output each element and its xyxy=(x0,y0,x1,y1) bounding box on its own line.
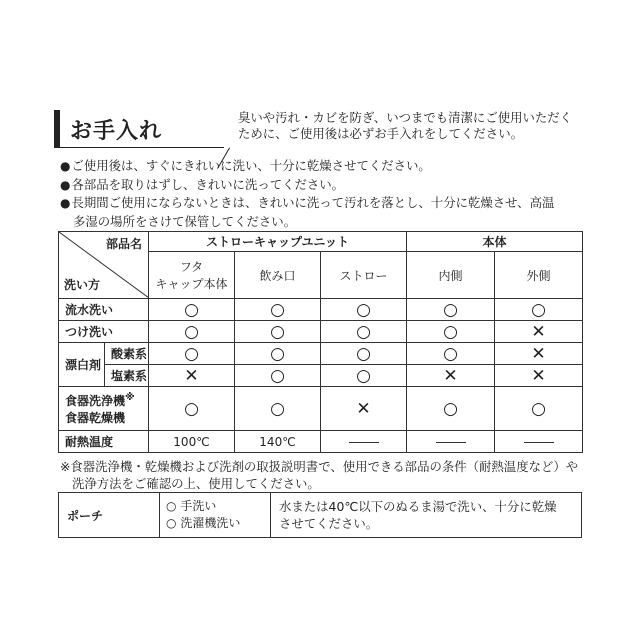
circle-mark-icon: ○ xyxy=(407,343,495,365)
table-row xyxy=(59,365,583,387)
circle-mark-icon: ○ xyxy=(235,387,321,431)
circle-mark-icon: ○ xyxy=(149,343,235,365)
bullet-text: 長期間ご使用にならないときは、きれいに洗って汚れを落とし、十分に乾燥させ、高温 xyxy=(71,195,555,210)
circle-mark-icon: ○ xyxy=(495,299,583,321)
pouch-options xyxy=(160,493,271,538)
col-header-straw: ストロー xyxy=(321,252,407,299)
list-item-continuation: 多湿の場所をさけて保管してください。 xyxy=(73,213,297,229)
pouch-desc-line-2: させてください。 xyxy=(279,516,379,531)
cross-mark-icon: ✕ xyxy=(495,343,583,365)
col-header-inner: 内側 xyxy=(407,252,495,299)
intro-line-2: ために、ご使用後は必ずお手入れをしてください。 xyxy=(238,126,523,141)
bullet-dot-icon: ● xyxy=(60,196,71,210)
bullet-text: 各部品を取りはずし、きれいに洗ってください。 xyxy=(71,176,345,192)
corner-parts-label: 部品名 xyxy=(105,237,142,251)
circle-mark-icon: ○ xyxy=(321,321,407,343)
pouch-option-hand xyxy=(166,498,270,515)
dash-mark xyxy=(349,442,379,443)
list-item xyxy=(60,194,600,213)
circle-mark-icon: ○ xyxy=(495,387,583,431)
circle-mark-icon: ○ xyxy=(321,365,407,387)
pouch-option-label: 洗濯機洗い xyxy=(180,516,241,530)
circle-mark-icon: ○ xyxy=(166,516,177,530)
table-row xyxy=(59,321,583,343)
bullet-dot-icon: ● xyxy=(60,177,71,192)
row-group-label-bleach: 漂白剤 xyxy=(59,343,105,387)
cross-mark-icon: ✕ xyxy=(407,365,495,387)
circle-mark-icon: ○ xyxy=(407,299,495,321)
page-title: お手入れ xyxy=(70,119,163,144)
table-row-heat xyxy=(59,431,583,453)
list-item xyxy=(60,157,600,176)
footnote-mark: ※ xyxy=(125,391,135,403)
group-header-body: 本体 xyxy=(407,232,583,252)
care-table xyxy=(58,231,583,453)
bullet-dot-icon: ● xyxy=(60,159,71,173)
row-label: 流水洗い xyxy=(59,299,149,321)
pouch-option-machine xyxy=(166,515,270,532)
col-header-lid xyxy=(149,252,235,299)
cross-mark-icon: ✕ xyxy=(321,387,407,431)
heat-outer xyxy=(495,431,583,453)
pouch-table xyxy=(58,492,582,538)
pouch-label: ポーチ xyxy=(59,493,160,538)
heat-lid: 100℃ xyxy=(149,431,235,453)
row-label: 塩素系 xyxy=(105,365,149,387)
bullet-text: ご使用後は、すぐにきれいに洗い、十分に乾燥させてください。 xyxy=(71,158,431,173)
cross-mark-icon: ✕ xyxy=(495,365,583,387)
pouch-desc-line-1: 水または40℃以下のぬるま湯で洗い、十分に乾燥 xyxy=(279,499,557,514)
row-label-dishwasher: 食器洗浄機 xyxy=(65,393,126,408)
circle-mark-icon: ○ xyxy=(166,499,177,513)
circle-mark-icon: ○ xyxy=(407,321,495,343)
footnote-line-1: ※食器洗浄機・乾燥機および洗剤の取扱説明書で、使用できる部品の条件（耐熱温度など）や xyxy=(60,459,579,474)
circle-mark-icon: ○ xyxy=(235,365,321,387)
row-label-dryer: 食器乾燥機 xyxy=(65,410,126,425)
heat-inner xyxy=(407,431,495,453)
table-row xyxy=(59,299,583,321)
intro-text xyxy=(238,110,588,142)
heat-mouthpiece: 140℃ xyxy=(235,431,321,453)
pouch-description xyxy=(271,493,582,538)
heat-straw xyxy=(321,431,407,453)
list-item xyxy=(60,176,600,195)
col-header-mouthpiece: 飲み口 xyxy=(235,252,321,299)
circle-mark-icon: ○ xyxy=(149,321,235,343)
title-frame xyxy=(54,110,224,148)
circle-mark-icon: ○ xyxy=(407,387,495,431)
col-header-lid-line2: キャップ本体 xyxy=(155,277,228,292)
care-instructions-list xyxy=(60,157,600,230)
circle-mark-icon: ○ xyxy=(321,299,407,321)
row-label-line1 xyxy=(65,392,148,409)
table-corner-cell xyxy=(59,232,149,299)
row-label xyxy=(59,387,149,431)
row-label: つけ洗い xyxy=(59,321,149,343)
circle-mark-icon: ○ xyxy=(149,299,235,321)
circle-mark-icon: ○ xyxy=(321,343,407,365)
intro-line-1: 臭いや汚れ・カビを防ぎ、いつまでも清潔にご使用いただく xyxy=(238,110,573,125)
circle-mark-icon: ○ xyxy=(235,299,321,321)
cross-mark-icon: ✕ xyxy=(149,365,235,387)
col-header-outer: 外側 xyxy=(495,252,583,299)
dash-mark xyxy=(436,442,466,443)
table-row xyxy=(59,343,583,365)
circle-mark-icon: ○ xyxy=(235,343,321,365)
row-label: 酸素系 xyxy=(105,343,149,365)
col-header-lid-line1: フタ xyxy=(179,260,204,275)
dash-mark xyxy=(524,442,554,443)
circle-mark-icon: ○ xyxy=(235,321,321,343)
table-row xyxy=(59,387,583,431)
row-label-heat: 耐熱温度 xyxy=(59,431,149,453)
footnote xyxy=(60,458,600,492)
group-header-straw-cap: ストローキャップユニット xyxy=(149,232,407,252)
circle-mark-icon: ○ xyxy=(149,387,235,431)
cross-mark-icon: ✕ xyxy=(495,321,583,343)
corner-method-label: 洗い方 xyxy=(64,278,101,292)
footnote-line-2: 洗浄方法をご確認の上、使用してください。 xyxy=(72,476,320,491)
pouch-option-label: 手洗い xyxy=(180,499,217,513)
